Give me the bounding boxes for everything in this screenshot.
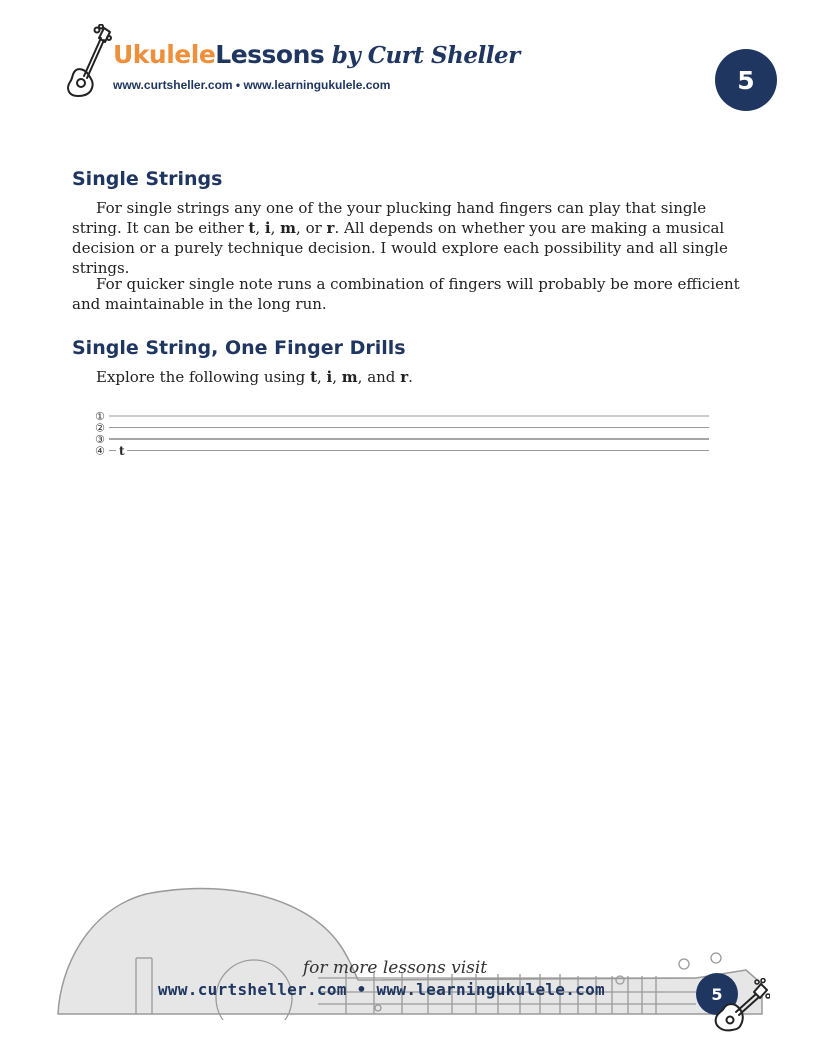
text-run: , xyxy=(317,368,327,386)
finger-label: i xyxy=(264,219,271,237)
ukulele-logo-icon xyxy=(64,24,112,98)
text-run: For single strings any one of the your plucking hand fingers can play that single string. It can be either xyxy=(72,199,707,237)
header-urls[interactable]: www.curtsheller.com • www.learningukulele.com xyxy=(113,78,391,92)
section-heading-one-finger-drills: Single String, One Finger Drills xyxy=(72,337,406,359)
tab-string-label-4: ④ xyxy=(95,444,105,458)
paragraph-single-strings-2: For quicker single note runs a combination of fingers will probably be more efficient and maintainable in the long run. xyxy=(72,275,740,313)
finger-label: t xyxy=(310,368,317,386)
drills-intro xyxy=(96,367,768,387)
text-run: , xyxy=(270,219,281,237)
text-run: . All depends on whether you are making a musical decision or a purely technique decision. I would explore each possibility and all single strings. xyxy=(72,219,728,277)
finger-label: t xyxy=(248,219,256,237)
finger-label: r xyxy=(326,219,335,237)
tab-note-finger: t xyxy=(119,444,125,458)
finger-label: m xyxy=(341,368,358,386)
brand-title xyxy=(113,42,520,67)
text-run: , or xyxy=(296,219,327,237)
ukulele-footer-illustration xyxy=(56,880,776,1020)
footer-ukulele-icon xyxy=(708,978,770,1032)
footer-lead-text: for more lessons visit xyxy=(302,958,488,978)
brand-title-part-ukulele: Ukulele xyxy=(113,40,216,69)
text-run: , xyxy=(255,219,265,237)
page-number-badge: 5 xyxy=(715,49,777,111)
section-heading-single-strings: Single Strings xyxy=(72,168,223,190)
footer-page-number-badge: 5 xyxy=(696,973,738,1015)
tablature-staff xyxy=(95,408,711,458)
tab-string-label-1: ① xyxy=(95,410,105,423)
footer-urls[interactable]: www.curtsheller.com • www.learningukulele.com xyxy=(158,980,605,999)
finger-label: i xyxy=(326,368,333,386)
brand-title-part-lessons: Lessons xyxy=(215,40,325,69)
text-run: Explore the following using xyxy=(96,368,311,386)
brand-title-part-author: by Curt Sheller xyxy=(324,42,520,69)
text-run: , xyxy=(332,368,342,386)
text-run: , and xyxy=(357,368,401,386)
text-run: . xyxy=(408,368,413,386)
finger-label: m xyxy=(280,219,297,237)
paragraph-single-strings-1 xyxy=(72,198,744,278)
tab-string-label-2: ② xyxy=(95,421,105,435)
tab-string-label-3: ③ xyxy=(95,433,105,446)
finger-label: r xyxy=(400,368,409,386)
